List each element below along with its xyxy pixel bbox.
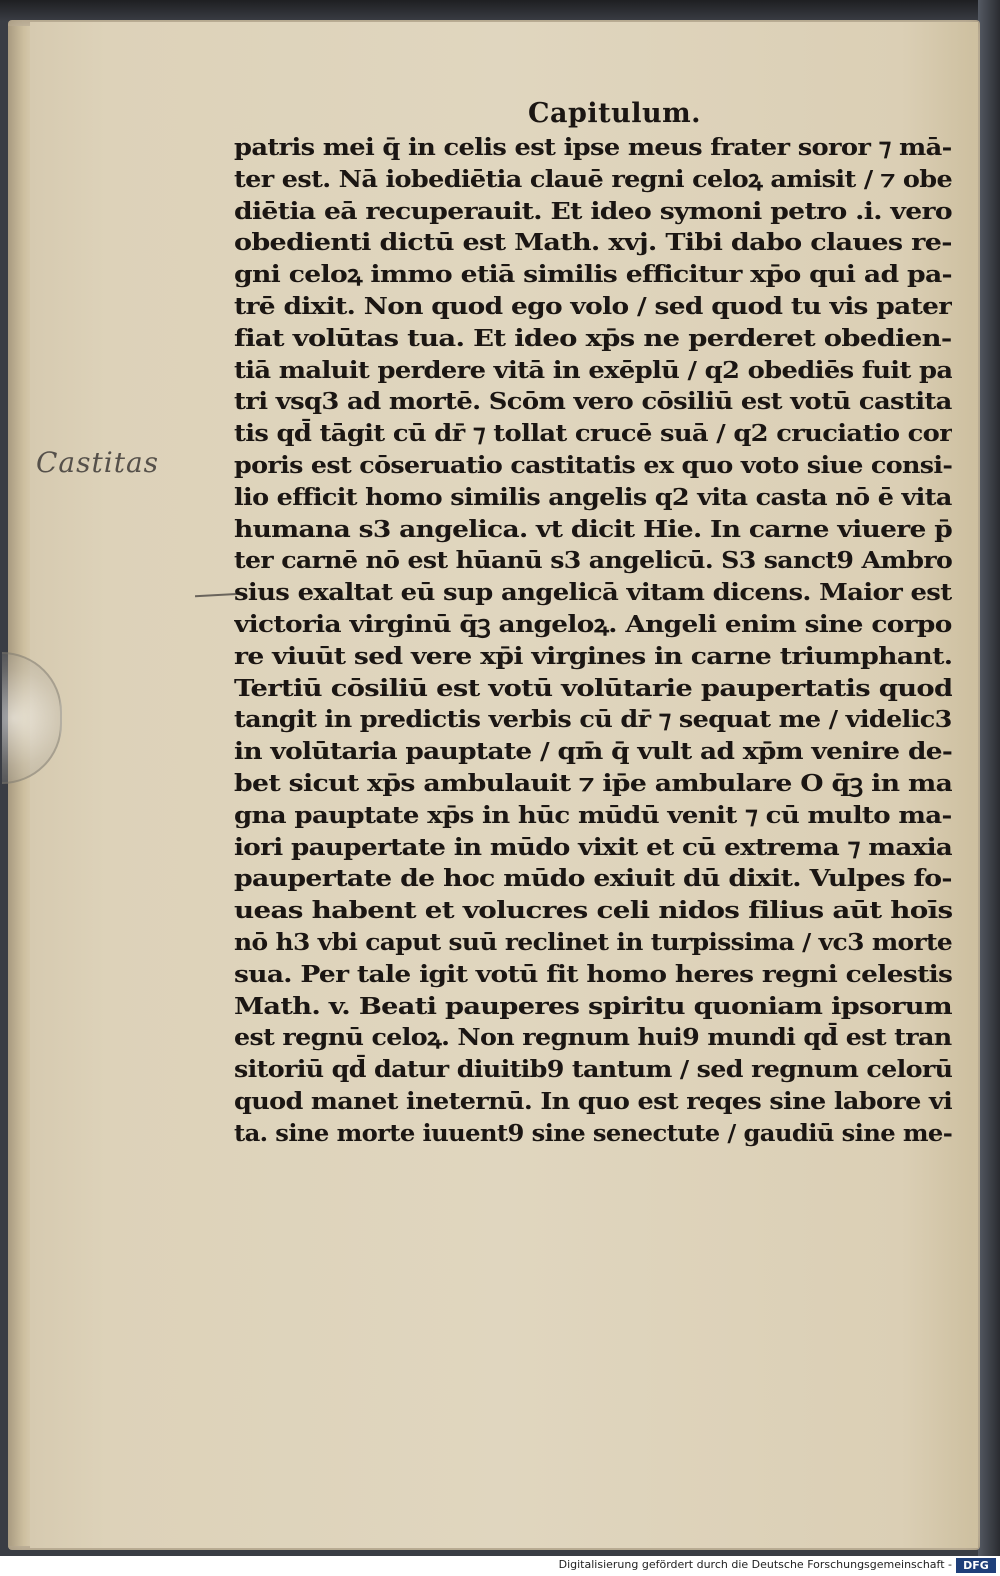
text-line: gna pauptate xp̄s in hūc mūdū venit ⁊ cū multo ma- bbox=[234, 800, 952, 829]
text-line: re viuūt sed vere xp̄i virgines in carne triumphant. bbox=[234, 641, 952, 670]
text-line: victoria virginū q̄ꝫ angeloꝝ. Angeli enim sine corpo bbox=[234, 609, 952, 638]
text-line: sius exaltat eū sup angelicā vitam dicens. Maior est bbox=[234, 578, 952, 607]
text-line: est regnū celoꝝ. Non regnum hui9 mundi qd̄ est tran bbox=[234, 1023, 952, 1052]
text-line: quod manet ineternū. In quo est reqes sine labore vi bbox=[234, 1086, 952, 1115]
text-line: tangit in predictis verbis cū dr̄ ⁊ sequat me / videlic3 bbox=[234, 705, 952, 734]
text-line: ter est. Nā iobediētia clauē regni celoꝝ amisit / ⁊ obe bbox=[234, 164, 952, 193]
funding-credit: Digitalisierung gefördert durch die Deutsche Forschungsgemeinschaft - bbox=[558, 1558, 952, 1571]
margin-annotation: Castitas bbox=[36, 446, 160, 479]
body-text bbox=[234, 132, 956, 1150]
text-line: bet sicut xp̄s ambulauit ⁊ ip̄e ambulare O q̄ꝫ in ma bbox=[234, 768, 952, 797]
text-line: ter carnē nō est hūanū s3 angelicū. S3 sanct9 Ambro bbox=[234, 546, 952, 575]
text-line: patris mei q̄ in celis est ipse meus frater soror ⁊ mā- bbox=[234, 133, 952, 161]
text-line: diētia eā recuperauit. Et ideo symoni petro .i. vero bbox=[234, 196, 952, 225]
text-line: gni celoꝝ immo etiā similis efficitur xp̄o qui ad pa- bbox=[234, 260, 952, 289]
text-line: poris est cōseruatio castitatis ex quo voto siue consi- bbox=[234, 450, 952, 479]
text-line: tri vsq3 ad mortē. Scōm vero cōsiliū est votū castita bbox=[234, 387, 952, 416]
text-line: sua. Per tale igit votū fit homo heres regni celestis bbox=[234, 959, 952, 988]
text-line: obedienti dictū est Math. xvj. Tibi dabo claues re- bbox=[234, 228, 952, 257]
dfg-logo: DFG bbox=[956, 1558, 996, 1573]
text-line: nō h3 vbi caput suū reclinet in turpissima / vc3 morte bbox=[234, 927, 952, 956]
text-line: Math. v. Beati pauperes spiritu quoniam ipsorum bbox=[234, 991, 952, 1020]
text-line: tiā maluit perdere vitā in exēplū / q2 obediēs fuit pa bbox=[234, 355, 953, 384]
text-line: Tertiū cōsiliū est votū volūtarie paupertatis quod bbox=[234, 673, 952, 702]
text-line: in volūtaria pauptate / qm̄ q̄ vult ad xp̄m venire de- bbox=[234, 737, 952, 766]
text-line: humana s3 angelica. vt dicit Hie. In carne viuere p̄ bbox=[234, 514, 952, 543]
text-line: lio efficit homo similis angelis q2 vita casta nō ē vita bbox=[234, 482, 952, 511]
text-line: sitoriū qd̄ datur diuitib9 tantum / sed regnum celorū bbox=[234, 1055, 952, 1084]
text-line: paupertate de hoc mūdo exiuit dū dixit. Vulpes fo- bbox=[234, 864, 952, 893]
text-line: trē dixit. Non quod ego volo / sed quod tu vis pater bbox=[234, 291, 952, 320]
cover-right-edge bbox=[978, 0, 1000, 1556]
text-line: iori paupertate in mūdo vixit et cū extrema ⁊ maxia bbox=[234, 832, 952, 861]
chapter-heading: Capitulum. bbox=[528, 98, 702, 129]
text-line: tis qd̄ tāgit cū dr̄ ⁊ tollat crucē suā / q2 cruciatio cor bbox=[234, 419, 952, 448]
text-line: ueas habent et volucres celi nidos filius aūt hoīs bbox=[234, 896, 952, 925]
text-line: fiat volūtas tua. Et ideo xp̄s ne perderet obedien- bbox=[234, 323, 952, 352]
text-line: ta. sine morte iuuent9 sine senectute / gaudiū sine me- bbox=[234, 1118, 952, 1147]
cover-top-edge bbox=[0, 0, 1000, 22]
